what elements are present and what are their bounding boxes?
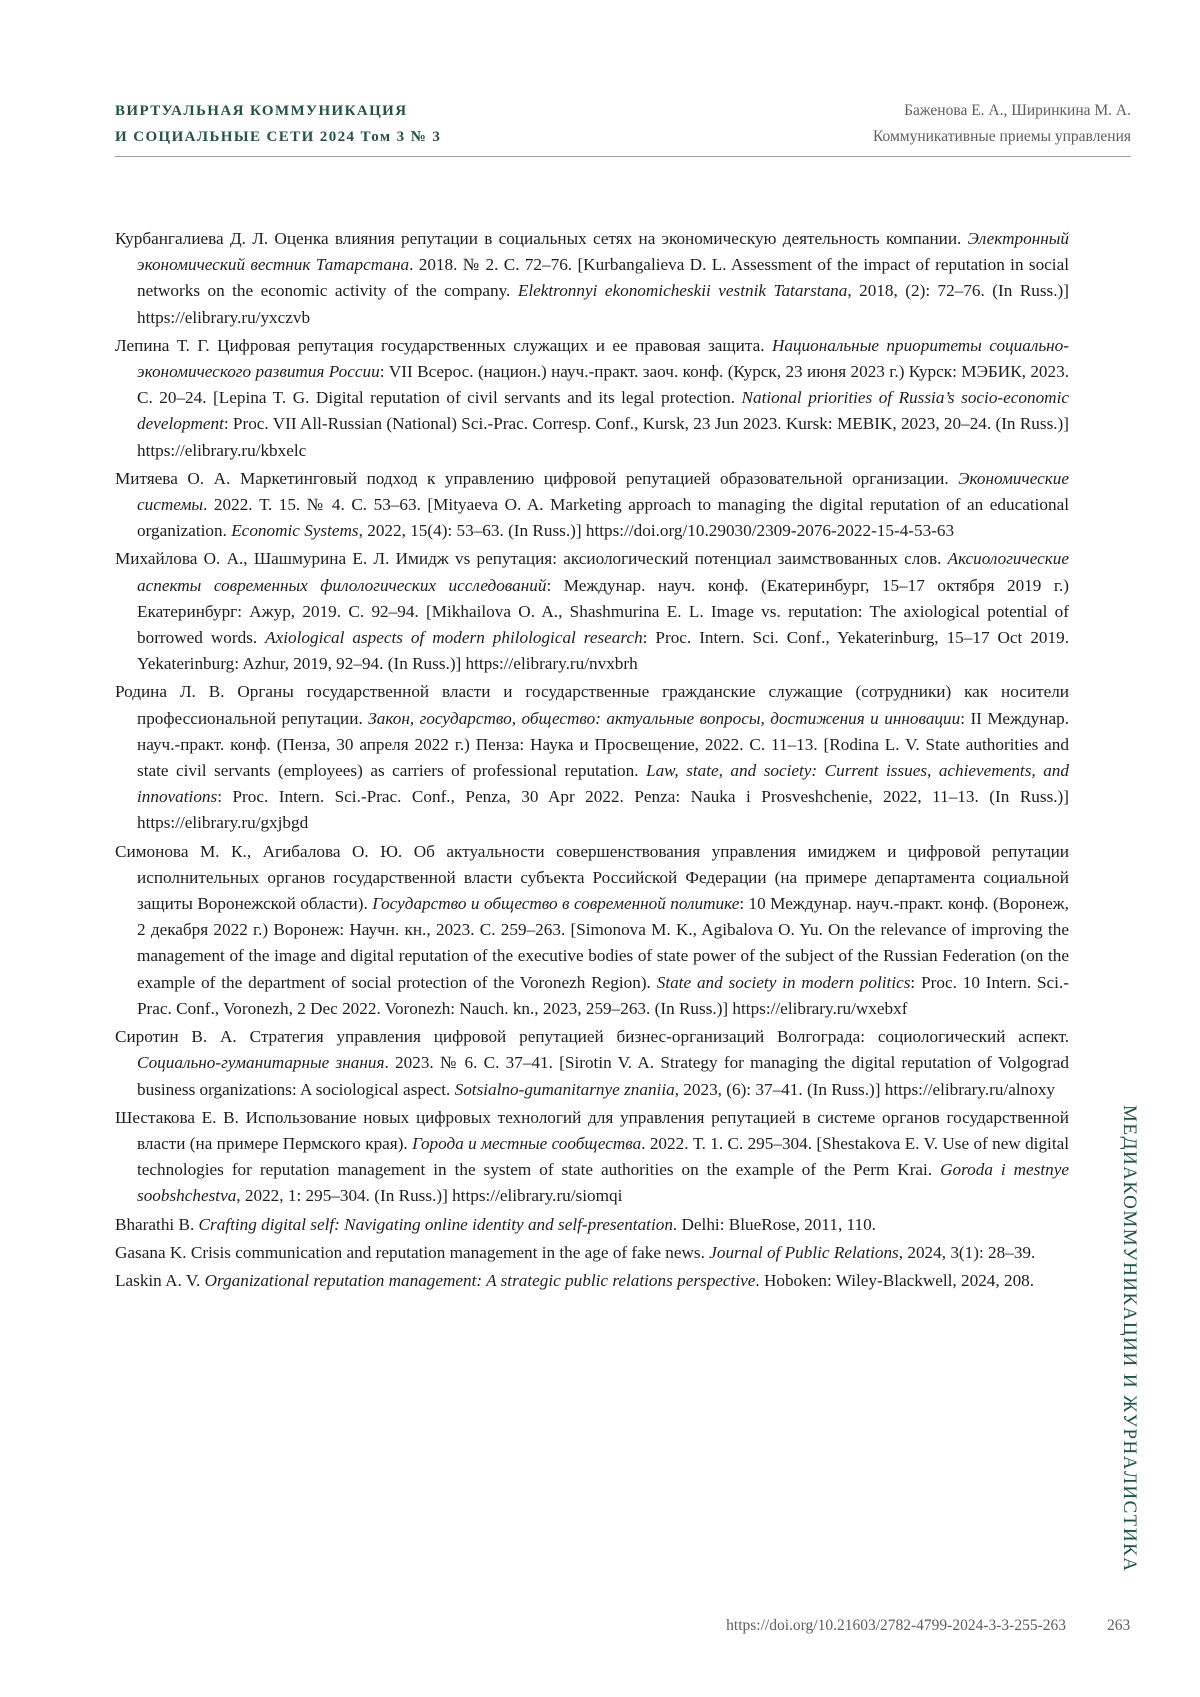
reference-source-title: Sotsialno-gumanitarnye znaniia: [454, 1079, 675, 1099]
reference-text: : Proc. Intern. Sci. Conf., Yekaterinburg, 15–17 Oct 2019. Yekaterinburg: Azhur, 2019, 92–94. (In Russ.)] https://elibrary.ru/nvxbrh: [137, 628, 1069, 674]
reference-entry: [115, 333, 1069, 464]
article-authors: Баженова Е. А., Ширинкина М. А.: [904, 102, 1131, 119]
reference-text: . 2023. № 6. С. 37–41. [Sirotin V. A. Strategy for managing the digital reputation of Volgograd business organizations: A sociological aspect.: [137, 1053, 1070, 1099]
reference-text: Сиротин В. А. Стратегия управления цифровой репутацией бизнес-организаций Волгограда: социологический аспект.: [115, 1027, 1069, 1047]
footer-doi: https://doi.org/10.21603/2782-4799-2024-3-3-255-263: [726, 1617, 1066, 1634]
reference-source-title: Law, state, and society: Current issues, achievements, and innovations: [137, 761, 1069, 807]
reference-text: . 2022. Т. 15. № 4. С. 53–63. [Mityaeva O. A. Marketing approach to managing the digital reputation of an educational organization.: [137, 495, 1069, 541]
reference-source-title: Города и местные сообщества: [412, 1133, 642, 1153]
reference-source-title: Закон, государство, общество: актуальные вопросы, достижения и инновации: [368, 708, 961, 728]
reference-entry: [115, 546, 1069, 677]
reference-text: : VII Всерос. (национ.) науч.-практ. заоч. конф. (Курск, 23 июня 2023 г.) Курск: МЭБИК, 2023. С. 20–24. [Lepina T. G. Digital reputation of civil servants and its legal protection.: [137, 362, 1070, 408]
section-title-vertical: МЕДИАКОММУНИКАЦИИ И ЖУРНАЛИСТИКА: [1119, 1105, 1140, 1573]
journal-title: [115, 98, 441, 150]
reference-source-title: Национальные приоритеты социально-экономического развития России: [137, 335, 1069, 382]
reference-source-title: Аксиологические аспекты современных филологических исследований: [137, 549, 1069, 595]
reference-text: . Delhi: BlueRose, 2011, 110.: [672, 1214, 876, 1234]
reference-text: Bharathi B.: [115, 1214, 199, 1234]
reference-text: Митяева О. А. Маркетинговый подход к управлению цифровой репутацией образовательной организации.: [115, 468, 959, 488]
reference-text: . 2022. Т. 1. С. 295–304. [Shestakova E. V. Use of new digital technologies for reputation management in the system of state authorities on the example of the Perm Krai.: [137, 1133, 1069, 1180]
reference-text: . 2018. № 2. С. 72–76. [Kurbangalieva D. L. Assessment of the impact of reputation in social networks on the economic activity of the company.: [137, 255, 1069, 301]
reference-source-title: Economic Systems: [231, 521, 359, 541]
reference-entry: [115, 1268, 1069, 1294]
reference-source-title: Электронный экономический вестник Татарстана: [137, 229, 1069, 275]
reference-entry: [115, 839, 1069, 1022]
reference-text: , 2022, 1: 295–304. (In Russ.)] https://elibrary.ru/siomqi: [236, 1186, 623, 1206]
reference-entry: [115, 226, 1069, 331]
reference-text: : Proc. VII All-Russian (National) Sci.-Prac. Corresp. Conf., Kursk, 23 Jun 2023. Kursk: MEBIK, 2023, 20–24. (In Russ.)] https://elibrary.ru/kbxelc: [137, 414, 1070, 460]
reference-text: Симонова М. К., Агибалова О. Ю. Об актуальности совершенствования управления имиджем и цифровой репутации исполнительных органов государственной власти субъекта Российской Федерации (на примере департамента социальной защиты Воронежской области).: [115, 841, 1069, 914]
reference-source-title: Crafting digital self: Navigating online identity and self-presentation: [198, 1214, 673, 1234]
reference-text: : 10 Междунар. науч.-практ. конф. (Воронеж, 2 декабря 2022 г.) Воронеж: Научн. кн., 2023. С. 259–263. [Simonova M. K., Agibalova O. Yu. On the relevance of improving the management of the image and digital reputation of the executive bodies of state power of the subject of the Russian Federation (on the example of the department of social protection of the Voronezh Region).: [137, 894, 1069, 992]
reference-entry: [115, 679, 1069, 836]
reference-text: Родина Л. В. Органы государственной власти и государственные гражданские служащие (сотрудники) как носители профессиональной репутации.: [115, 682, 1069, 728]
reference-source-title: State and society in modern politics: [656, 972, 911, 992]
page-number: 263: [1107, 1617, 1131, 1634]
reference-source-title: Государство и общество в современной политике: [372, 894, 740, 914]
article-info: [873, 98, 1131, 150]
journal-title-line1: ВИРТУАЛЬНАЯ КОММУНИКАЦИЯ: [115, 103, 408, 119]
reference-source-title: Экономические системы: [137, 468, 1069, 515]
article-short-title: Коммуникативные приемы управления: [872, 128, 1131, 145]
reference-text: Laskin A. V.: [115, 1270, 205, 1290]
reference-entry: [115, 1024, 1069, 1103]
reference-entry: [115, 1240, 1069, 1266]
reference-text: : Proc. 10 Intern. Sci.-Prac. Conf., Voronezh, 2 Dec 2022. Voronezh: Nauch. kn., 2023, 259–263. (In Russ.)] https://elibrary.ru/wxebxf: [137, 972, 1069, 1018]
reference-source-title: Goroda i mestnye soobshchestva: [137, 1160, 1070, 1206]
reference-text: , 2024, 3(1): 28–39.: [898, 1242, 1036, 1262]
reference-text: , 2022, 15(4): 53–63. (In Russ.)] https://doi.org/10.29030/2309-2076-2022-15-4-53-63: [358, 521, 955, 541]
reference-source-title: Journal of Public Relations: [709, 1242, 899, 1262]
reference-source-title: Organizational reputation management: A strategic public relations perspective: [204, 1270, 756, 1290]
reference-text: Gasana K. Crisis communication and reputation management in the age of fake news.: [115, 1242, 710, 1262]
journal-title-line2: И СОЦИАЛЬНЫЕ СЕТИ 2024 Том 3 № 3: [115, 129, 442, 145]
reference-text: , 2023, (6): 37–41. (In Russ.)] https://elibrary.ru/alnoxy: [674, 1079, 1056, 1099]
running-header: [115, 96, 1131, 157]
reference-entry: [115, 1105, 1069, 1210]
reference-source-title: National priorities of Russia’s socio-economic development: [137, 388, 1069, 434]
reference-entry: [115, 1212, 1069, 1238]
reference-text: Михайлова О. А., Шашмурина Е. Л. Имидж vs репутация: аксиологический потенциал заимствованных слов.: [115, 549, 948, 569]
reference-text: Шестакова Е. В. Использование новых цифровых технологий для управления репутацией в системе органов государственной власти (на примере Пермского края).: [115, 1107, 1069, 1153]
reference-text: . Hoboken: Wiley-Blackwell, 2024, 208.: [755, 1270, 1035, 1290]
reference-text: Курбангалиева Д. Л. Оценка влияния репутации в социальных сетях на экономическую деятельность компании.: [115, 229, 968, 248]
reference-source-title: Axiological aspects of modern philological research: [265, 628, 643, 648]
reference-source-title: Elektronnyi ekonomicheskii vestnik Tatarstana: [517, 281, 848, 301]
reference-entry: [115, 466, 1069, 545]
reference-text: : Proc. Intern. Sci.-Prac. Conf., Penza, 30 Apr 2022. Penza: Nauka i Prosveshchenie, 2022, 11–13. (In Russ.)] https://elibrary.ru/gxjbgd: [137, 787, 1069, 833]
reference-list: [115, 226, 1069, 1296]
reference-text: : II Междунар. науч.-практ. конф. (Пенза, 30 апреля 2022 г.) Пенза: Наука и Просвещение, 2022. С. 11–13. [Rodina L. V. State authorities and state civil servants (employees) as carriers of professional reputation.: [137, 708, 1069, 781]
reference-text: , 2018, (2): 72–76. (In Russ.)] https://elibrary.ru/yxczvb: [137, 281, 1069, 327]
reference-source-title: Социально-гуманитарные знания: [137, 1053, 385, 1073]
reference-text: Лепина Т. Г. Цифровая репутация государственных служащих и ее правовая защита.: [115, 335, 772, 355]
reference-text: : Междунар. науч. конф. (Екатеринбург, 15–17 октября 2019 г.) Екатеринбург: Ажур, 2019. С. 92–94. [Mikhailova O. A., Shashmurina E. L. Image vs. reputation: The axiological potential of borrowed words.: [137, 575, 1070, 648]
